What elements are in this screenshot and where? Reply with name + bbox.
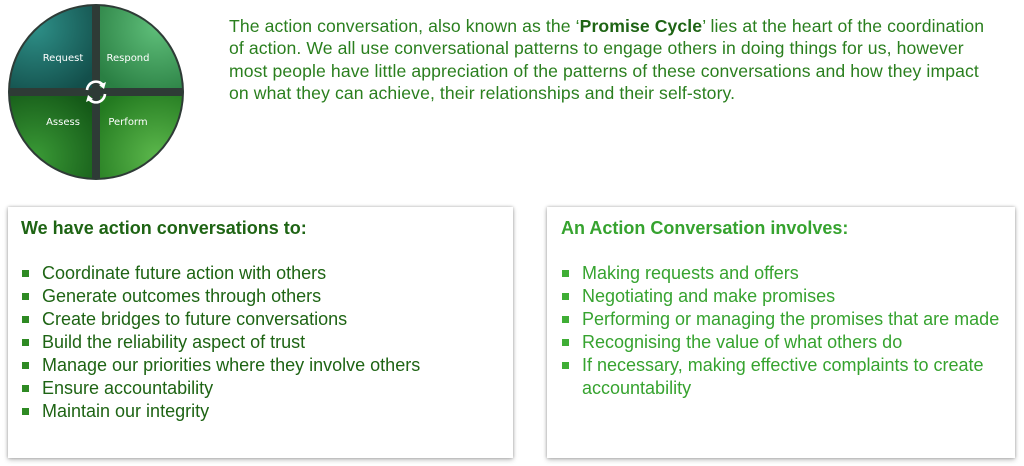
purpose-list (19, 262, 509, 423)
square-bullet-icon (22, 339, 29, 346)
list-item (559, 285, 1009, 308)
list-item-text: Create bridges to future conversations (42, 309, 348, 329)
involves-list (559, 262, 1009, 400)
list-item (19, 400, 509, 423)
square-bullet-icon (22, 316, 29, 323)
square-bullet-icon (22, 293, 29, 300)
purpose-panel-title: We have action conversations to: (21, 218, 307, 238)
list-item-text: Making requests and offers (582, 263, 799, 283)
intro-text-rest: ’ lies at the heart of the coordination of action. We all use conversational patterns to engage others in doing things for us, however most people have little appreciation of the patterns of these conversations and how they impact on what they can achieve, their relationships and their self-story. (229, 16, 985, 104)
square-bullet-icon (22, 385, 29, 392)
list-item-text: Ensure accountability (42, 378, 214, 398)
promise-cycle-diagram (6, 2, 186, 182)
list-item-text: Build the reliability aspect of trust (42, 332, 306, 352)
square-bullet-icon (562, 339, 569, 346)
list-item-text: Performing or managing the promises that are made (582, 309, 1000, 329)
list-item (19, 262, 509, 285)
list-item-text: Coordinate future action with others (42, 263, 327, 283)
list-item (19, 377, 509, 400)
list-item-text: If necessary, making effective complaints to create accountability (582, 355, 984, 398)
list-item-text: Recognising the value of what others do (582, 332, 903, 352)
list-item (559, 262, 1009, 285)
list-item-text: Maintain our integrity (42, 401, 210, 421)
square-bullet-icon (562, 316, 569, 323)
involves-panel-title: An Action Conversation involves: (561, 218, 849, 238)
list-item (19, 285, 509, 308)
intro-paragraph (229, 15, 989, 105)
list-item-text: Generate outcomes through others (42, 286, 322, 306)
list-item (559, 308, 1009, 331)
square-bullet-icon (22, 270, 29, 277)
list-item (19, 331, 509, 354)
cycle-label-assess: Assess (46, 117, 80, 128)
involves-panel (547, 207, 1015, 458)
square-bullet-icon (22, 408, 29, 415)
list-item (559, 331, 1009, 354)
cycle-label-request: Request (42, 53, 84, 64)
list-item (19, 308, 509, 331)
square-bullet-icon (562, 270, 569, 277)
cycle-label-respond: Respond (106, 53, 150, 64)
square-bullet-icon (22, 362, 29, 369)
list-item (559, 354, 1009, 400)
purpose-panel (8, 207, 513, 458)
square-bullet-icon (562, 362, 569, 369)
intro-text-start: The action conversation, also known as the ‘ (229, 16, 580, 36)
list-item-text: Manage our priorities where they involve others (42, 355, 421, 375)
promise-cycle-term: Promise Cycle (579, 16, 703, 36)
square-bullet-icon (562, 293, 569, 300)
list-item (19, 354, 509, 377)
list-item-text: Negotiating and make promises (582, 286, 836, 306)
cycle-label-perform: Perform (108, 117, 148, 128)
